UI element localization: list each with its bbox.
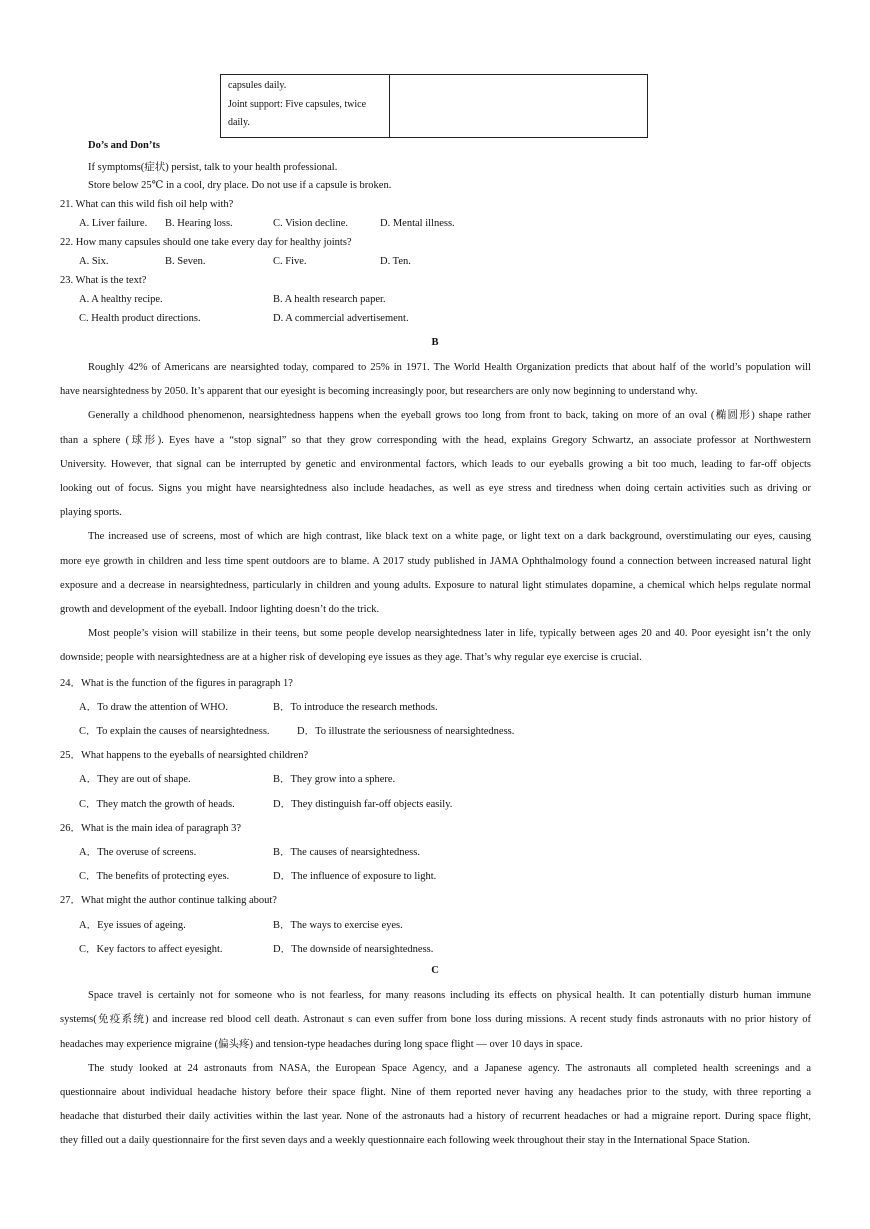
passage-line: more eye growth in children and less time spent outdoors are to blame. A 2017 study published in JAMA Ophthalmology found a connection between increased natural light	[60, 556, 811, 567]
passage-line: Most people’s vision will stabilize in their teens, but some people develop nearsightedness later in life, typically between ages 20 and 40. Poor eyesight isn’t the only	[88, 628, 811, 639]
answer-option[interactable]: B．To introduce the research methods.	[273, 702, 438, 713]
answer-option[interactable]: A．Eye issues of ageing.	[79, 920, 186, 931]
answer-option[interactable]: C. Health product directions.	[79, 313, 201, 324]
passage-line: The increased use of screens, most of which are high contrast, like black text on a white page, or light text on a dark background, overstimulating our eyes, causing	[88, 531, 811, 542]
section-letter-b: B	[431, 337, 439, 348]
passage-line: exposure and a decrease in nearsightedness, particularly in children and young adults. Exposure to natural light stimulates dopamine, a chemical which helps regulate normal	[60, 580, 811, 591]
passage-line: than a sphere (球形). Eyes have a “stop signal” so that they grow corresponding with the head, explains Gregory Schwartz, an associate professor at Northwestern	[60, 435, 811, 446]
answer-option[interactable]: A．They are out of shape.	[79, 774, 191, 785]
passage-line: playing sports.	[60, 507, 122, 518]
passage-line: headache that disturbed their daily activities within the last year. None of the astronauts had a history of recurrent headaches or had a migraine report. During space flight,	[60, 1111, 811, 1122]
answer-option[interactable]: A. Six.	[79, 256, 109, 267]
answer-option[interactable]: C. Vision decline.	[273, 218, 349, 229]
answer-option[interactable]: D．To illustrate the seriousness of nearsightedness.	[297, 726, 515, 737]
answer-option[interactable]: D. A commercial advertisement.	[273, 313, 409, 324]
question-stem: 27．What might the author continue talking about?	[60, 895, 277, 906]
answer-option[interactable]: C. Five.	[273, 256, 307, 267]
answer-option[interactable]: C．They match the growth of heads.	[79, 799, 235, 810]
passage-line: The study looked at 24 astronauts from NASA, the European Space Agency, and a Japanese agency. The astronauts all completed health screenings and a	[88, 1063, 811, 1074]
dos-donts-heading: Do’s and Don’ts	[88, 140, 160, 151]
passage-line: Space travel is certainly not for someone who is not fearless, for many reasons including its effects on physical health. It can potentially disturb human immune	[88, 990, 811, 1001]
answer-option[interactable]: B. A health research paper.	[273, 294, 386, 305]
answer-option[interactable]: B. Hearing loss.	[165, 218, 233, 229]
answer-option[interactable]: A．The overuse of screens.	[79, 847, 197, 858]
answer-option[interactable]: D．They distinguish far-off objects easily.	[273, 799, 453, 810]
passage-line: systems(免疫系统) and increase red blood cell death. Astronaut s can even suffer from bone loss during missions. A recent study finds astronauts with no prior history of	[60, 1014, 811, 1025]
answer-option[interactable]: A. Liver failure.	[79, 218, 148, 229]
product-info-table	[220, 74, 648, 138]
passage-line: downside; people with nearsightedness are at a higher risk of developing eye issues as they age. That’s why regular eye exercise is crucial.	[60, 652, 642, 663]
question-stem: 21. What can this wild fish oil help with?	[60, 199, 234, 210]
answer-option[interactable]: A. A healthy recipe.	[79, 294, 163, 305]
passage-line: growth and development of the eyeball. Indoor lighting doesn’t do the trick.	[60, 604, 380, 615]
answer-option[interactable]: D. Ten.	[380, 256, 411, 267]
passage-line: questionnaire about individual headache history before their space flight. Nine of them reported never having any headaches prior to the study, with three reporting a	[60, 1087, 811, 1098]
question-stem: 25．What happens to the eyeballs of nearsighted children?	[60, 750, 309, 761]
answer-option[interactable]: C．To explain the causes of nearsightedness.	[79, 726, 270, 737]
table-line: daily.	[228, 117, 250, 128]
answer-option[interactable]: B. Seven.	[165, 256, 206, 267]
table-cell-left	[221, 75, 390, 137]
passage-line: they filled out a daily questionnaire for the first seven days and a weekly questionnaire each following week throughout their stay in the International Space Station.	[60, 1135, 750, 1146]
answer-option[interactable]: D. Mental illness.	[380, 218, 455, 229]
answer-option[interactable]: D．The downside of nearsightedness.	[273, 944, 434, 955]
question-stem: 26．What is the main idea of paragraph 3?	[60, 823, 242, 834]
passage-line: University. However, that signal can be interrupted by genetic and environmental factors, which leads to our eyeballs growing a bit too much, leading to far-off objects	[60, 459, 811, 470]
answer-option[interactable]: B．The ways to exercise eyes.	[273, 920, 403, 931]
answer-option[interactable]: C．Key factors to affect eyesight.	[79, 944, 223, 955]
passage-line: looking out of focus. Signs you might have nearsightedness also include headaches, as well as eye stress and tiredness when doing certain activities such as driving or	[60, 483, 811, 494]
table-line: capsules daily.	[228, 80, 287, 91]
question-stem: 24．What is the function of the figures in paragraph 1?	[60, 678, 293, 689]
passage-line: have nearsightedness by 2050. It’s apparent that our eyesight is becoming increasingly poor, but researchers are only now beginning to understand why.	[60, 386, 698, 397]
section-letter-c: C	[431, 965, 439, 976]
passage-line: Generally a childhood phenomenon, nearsightedness happens when the eyeball grows too long from front to back, taking on more of an oval (椭圆形) shape rather	[88, 410, 811, 421]
answer-option[interactable]: B．They grow into a sphere.	[273, 774, 396, 785]
dos-donts-line: If symptoms(症状) persist, talk to your health professional.	[88, 162, 338, 173]
question-stem: 22. How many capsules should one take every day for healthy joints?	[60, 237, 352, 248]
passage-line: Roughly 42% of Americans are nearsighted today, compared to 25% in 1971. The World Health Organization predicts that about half of the world’s population will	[88, 362, 811, 373]
answer-option[interactable]: D．The influence of exposure to light.	[273, 871, 437, 882]
answer-option[interactable]: B．The causes of nearsightedness.	[273, 847, 420, 858]
table-line: Joint support: Five capsules, twice	[228, 99, 367, 110]
passage-line: headaches may experience migraine (偏头疼) and tension-type headaches during long space flight — over 10 days in space.	[60, 1039, 583, 1050]
dos-donts-line: Store below 25℃ in a cool, dry place. Do not use if a capsule is broken.	[88, 180, 392, 191]
answer-option[interactable]: C．The benefits of protecting eyes.	[79, 871, 230, 882]
answer-option[interactable]: A．To draw the attention of WHO.	[79, 702, 228, 713]
question-stem: 23. What is the text?	[60, 275, 147, 286]
